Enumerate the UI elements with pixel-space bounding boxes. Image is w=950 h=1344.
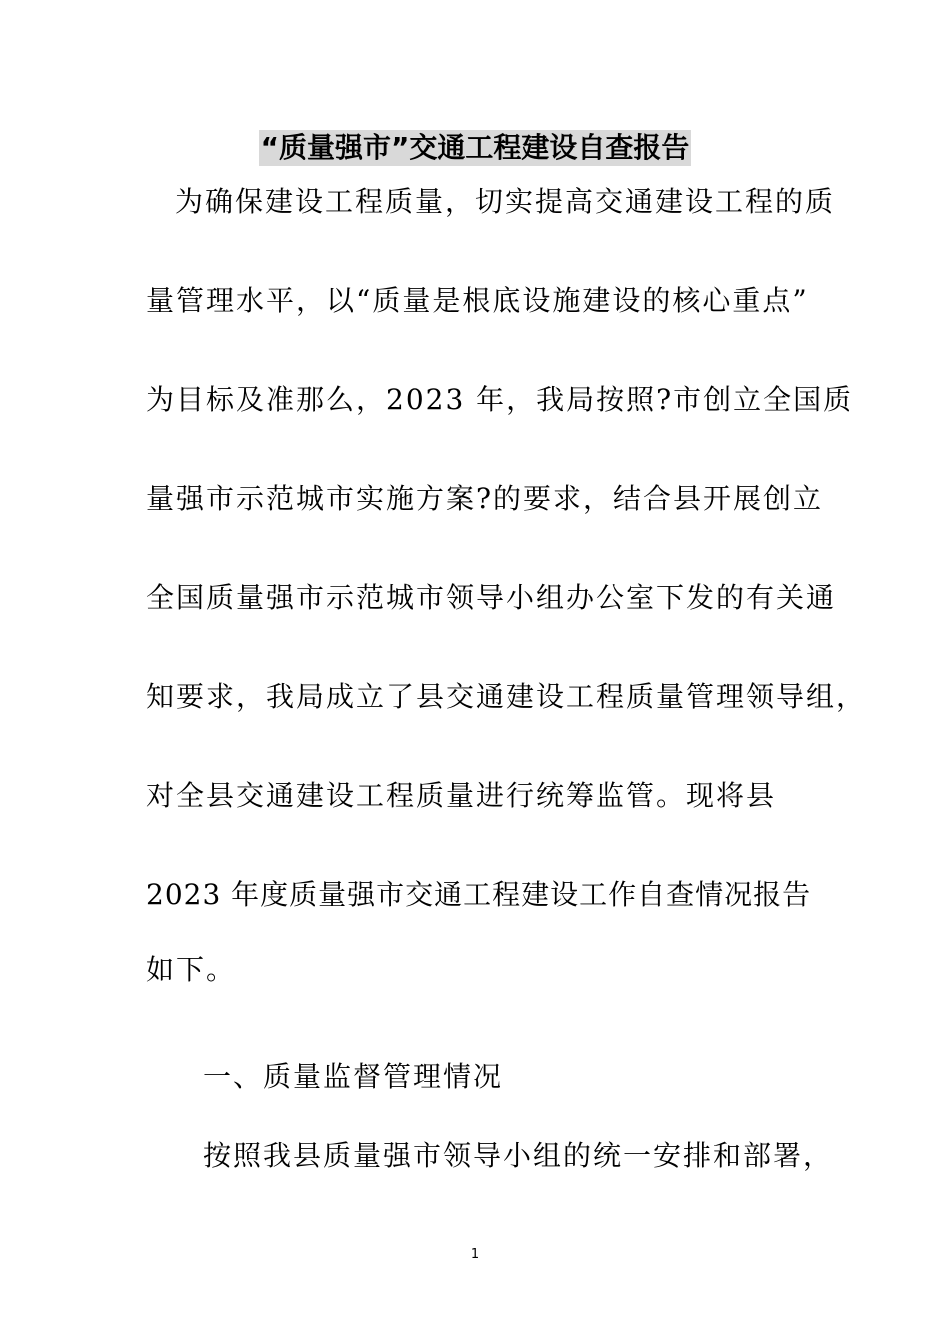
paragraph-line: 2023 年度质量强市交通工程建设工作自查情况报告 xyxy=(146,878,812,911)
paragraph-line: 为目标及准那么，2023 年，我局按照?市创立全国质 xyxy=(146,383,854,416)
paragraph-line: 按照我县质量强市领导小组的统一安排和部署， xyxy=(203,1139,834,1172)
paragraph-line: 量强市示范城市实施方案?的要求，结合县开展创立 xyxy=(146,482,824,515)
paragraph-line: 知要求，我局成立了县交通建设工程质量管理领导组， xyxy=(146,680,867,713)
page-number: 1 xyxy=(470,1247,480,1262)
title-container xyxy=(0,130,950,166)
paragraph-line: 全国质量强市示范城市领导小组办公室下发的有关通 xyxy=(146,581,837,614)
document-title: “质量强市”交通工程建设自查报告 xyxy=(260,131,690,164)
paragraph-line: 为确保建设工程质量，切实提高交通建设工程的质 xyxy=(175,185,836,218)
section-heading: 一、质量监督管理情况 xyxy=(203,1060,504,1093)
paragraph-line: 量管理水平，以“质量是根底设施建设的核心重点” xyxy=(146,284,809,317)
paragraph-line: 如下。 xyxy=(146,953,237,986)
paragraph-line: 对全县交通建设工程质量进行统筹监管。现将县 xyxy=(146,779,777,812)
